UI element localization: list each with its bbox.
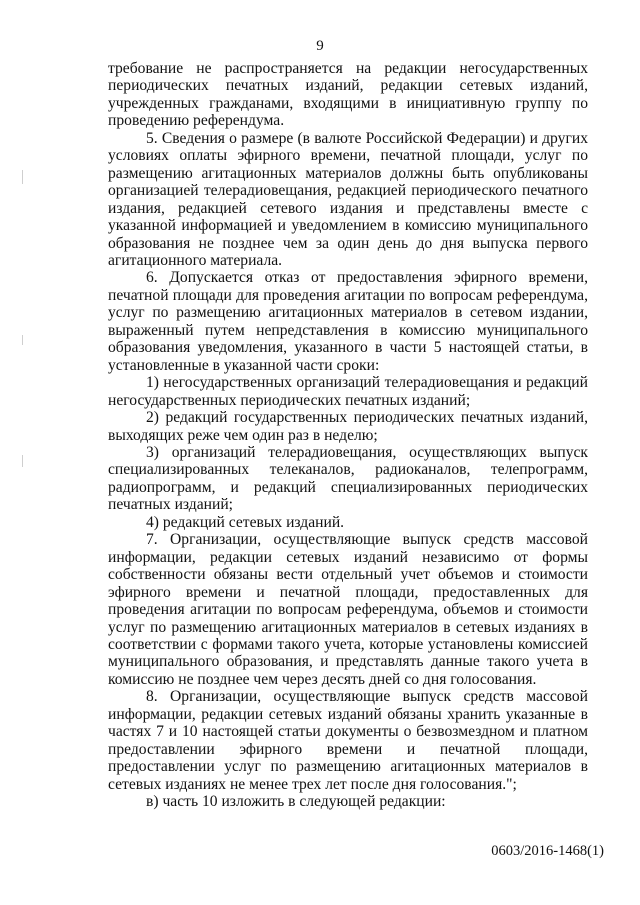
paragraph-continuation: требование не распространяется на редакции негосударственных периодических печатных изданий, редакции сетевых изданий, учрежденных гражданами, входящими в инициативную группу по проведению референдума. bbox=[108, 60, 588, 130]
list-item-4: 4) редакций сетевых изданий. bbox=[146, 513, 345, 531]
list-item-1: 1) негосударственных организаций телерадиовещания и редакций негосударственных периодических печатных изданий; bbox=[108, 374, 588, 409]
scan-edge-mark bbox=[22, 455, 23, 467]
paragraph-item-6: 6. Допускается отказ от предоставления эфирного времени, печатной площади для проведения агитации по вопросам референдума, услуг по размещению агитационных материалов в сетевом издании, выраженный путем непредставления в комиссию муниципального образования уведомления, указанного в части 5 настоящей статьи, в установленные в указанной части сроки: bbox=[108, 269, 588, 374]
page-number: 9 bbox=[316, 38, 324, 54]
scan-edge-mark bbox=[22, 170, 23, 184]
document-code: 0603/2016-1468(1) bbox=[491, 843, 604, 859]
list-item-3: 3) организаций телерадиовещания, осуществляющих выпуск специализированных телеканалов, радиоканалов, телепрограмм, радиопрограмм, и редакций специализированных периодических печатных изданий; bbox=[108, 443, 588, 514]
document-body bbox=[108, 60, 588, 810]
scan-edge-mark bbox=[22, 335, 23, 345]
paragraph-item-8: 8. Организации, осуществляющие выпуск средств массовой информации, редакции сетевых изданий обязаны хранить указанные в частях 7 и 10 настоящей статьи документы о безвозмездном и платном предоставлении эфирного времени и печатной площади, предоставлении услуг по размещению агитационных материалов в сетевых изданиях не менее трех лет после дня голосования."; bbox=[108, 688, 588, 793]
paragraph-amendment-c: в) часть 10 изложить в следующей редакции: bbox=[146, 793, 446, 811]
paragraph-item-5: 5. Сведения о размере (в валюте Российской Федерации) и других условиях оплаты эфирного времени, печатной площади, услуг по размещению агитационных материалов должны быть опубликованы организацией телерадиовещания, редакцией периодического печатного издания, редакцией сетевого издания и представлены вместе с указанной информацией и уведомлением в комиссию муниципального образования не позднее чем за один день до дня выпуска первого агитационного материала. bbox=[108, 129, 588, 269]
paragraph-item-7: 7. Организации, осуществляющие выпуск средств массовой информации, редакции сетевых изданий независимо от формы собственности обязаны вести отдельный учет объемов и стоимости эфирного времени и печатной площади, предоставленных для проведения агитации по вопросам референдума, объемов и стоимости услуг по размещению агитационных материалов в сетевых изданиях в соответствии с формами такого учета, которые установлены комиссией муниципального образования, и представлять данные такого учета в комиссию не позднее чем через десять дней со дня голосования. bbox=[108, 531, 588, 688]
list-item-2: 2) редакций государственных периодических печатных изданий, выходящих реже чем один раз в неделю; bbox=[108, 409, 588, 444]
